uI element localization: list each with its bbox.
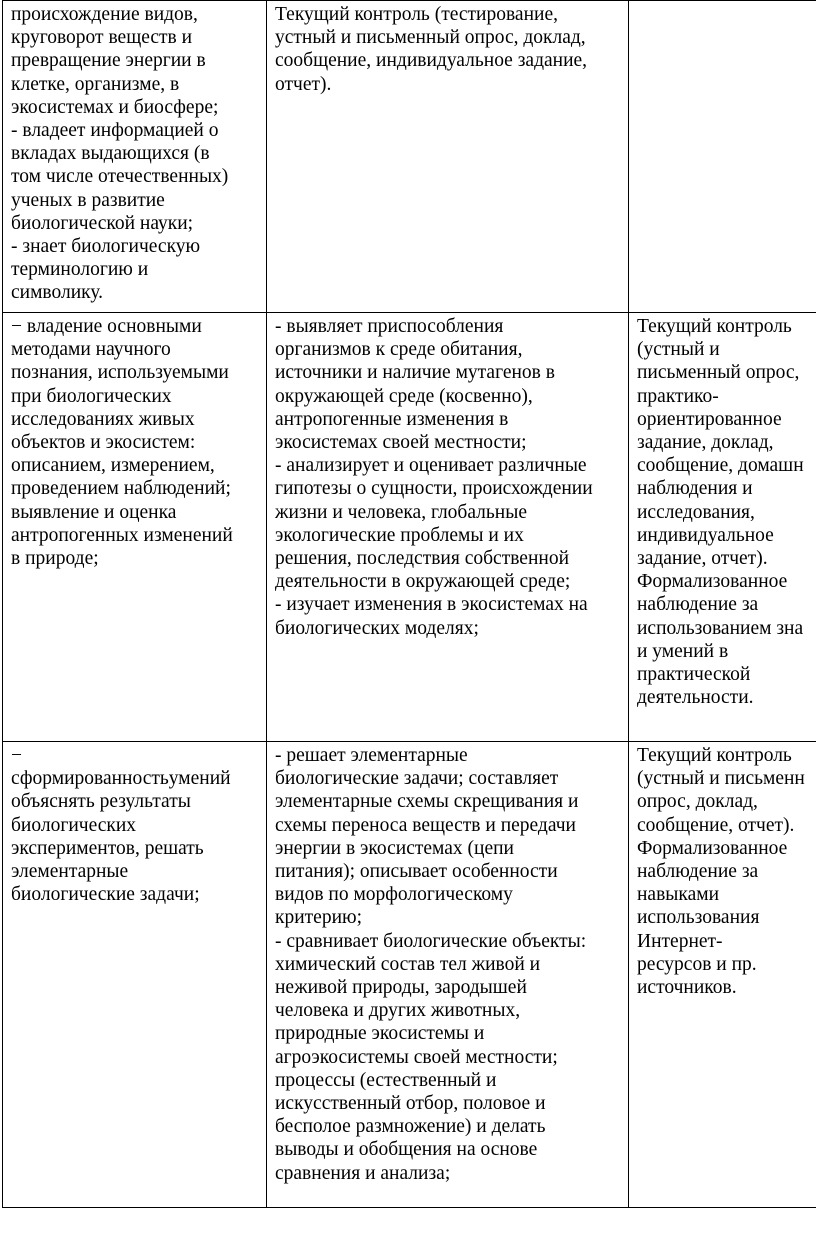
results-cell: - решает элементарные биологические задачи; составляет элементарные схемы скрещивания и схемы переноса веществ и передачи энергии в экосистемах (цепи питания); описывает особенности видов по морфологическому критерию; - сравнивает биологические объекты: химический состав тел живой и неживой природы, зародышей человека и других животных, природные экосистемы и агроэкосистемы своей местности; процессы (естественный и искусственный отбор, половое и бесполое размножение) и делать выводы и обобщения на основе сравнения и анализа; [267, 742, 629, 1208]
control-cell: Текущий контроль (устный и письменн опрос, доклад, сообщение, отчет). Формализованное наблюдение за навыками использования Интернет- ресурсов и пр. источников. [629, 742, 816, 1208]
results-cell: Текущий контроль (тестирование, устный и письменный опрос, доклад, сообщение, индивидуальное задание, отчет). [267, 1, 629, 313]
competence-cell: происхождение видов, круговорот веществ и превращение энергии в клетке, организме, в экосистемах и биосфере; - владеет информацией о вкладах выдающихся (в том числе отечественных) ученых в развитие биологической науки; - знает биологическую терминологию и символику. [3, 1, 267, 313]
competence-cell: − владение основными методами научного познания, используемыми при биологических исследованиях живых объектов и экосистем: описанием, измерением, проведением наблюдений; выявление и оценка антропогенных изменений в природе; [3, 313, 267, 742]
competence-cell: − сформированностьумений объяснять результаты биологических экспериментов, решать элементарные биологические задачи; [3, 742, 267, 1208]
table-row [3, 742, 816, 1208]
competence-table [2, 0, 816, 1208]
table-row [3, 313, 816, 742]
table-row [3, 1, 816, 313]
results-cell: - выявляет приспособления организмов к среде обитания, источники и наличие мутагенов в окружающей среде (косвенно), антропогенные изменения в экосистемах своей местности; - анализирует и оценивает различные гипотезы о сущности, происхождении жизни и человека, глобальные экологические проблемы и их решения, последствия собственной деятельности в окружающей среде; - изучает изменения в экосистемах на биологических моделях; [267, 313, 629, 742]
control-cell [629, 1, 816, 313]
control-cell: Текущий контроль (устный и письменный опрос, практико- ориентированное задание, доклад, сообщение, домашн наблюдения и исследования, индивидуальное задание, отчет). Формализованное наблюдение за использованием зна и умений в практической деятельности. [629, 313, 816, 742]
